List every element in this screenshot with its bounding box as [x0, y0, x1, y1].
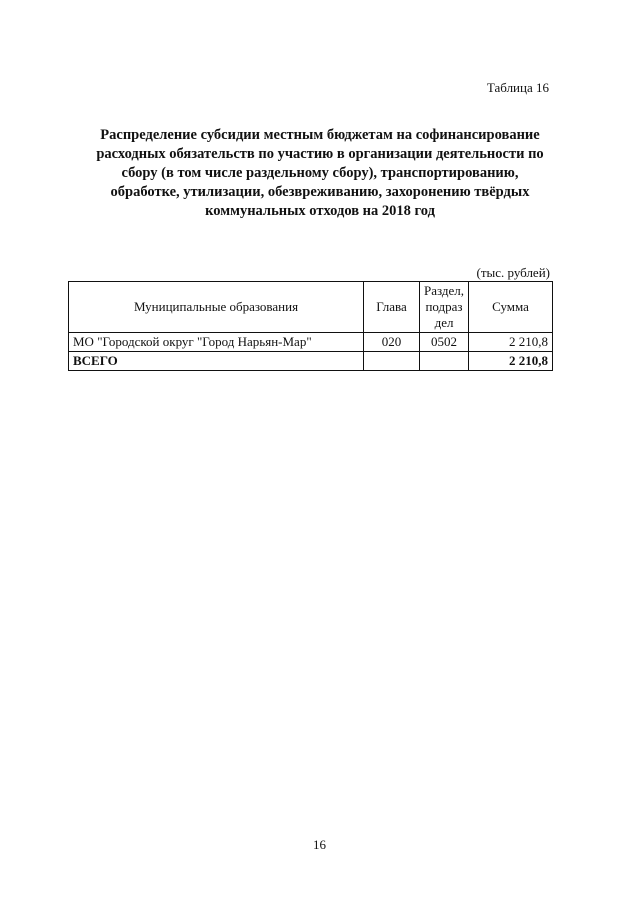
total-row	[69, 352, 553, 371]
page-number: 16	[313, 837, 326, 852]
cell-sum: 2 210,8	[469, 333, 553, 352]
total-section	[420, 352, 469, 371]
total-chapter	[364, 352, 420, 371]
subsidy-table	[68, 281, 553, 371]
table-number-label: Таблица 16	[486, 80, 549, 95]
total-label: ВСЕГО	[69, 352, 364, 371]
table-row	[69, 333, 553, 352]
document-title: Распределение субсидии местным бюджетам на софинансирование расходных обязательств по участию в организации деятельности по сбору (в том числе раздельному сбору), транспортированию, обработке, утилизации, обезвреживанию, захоронению твёрдых коммунальных отходов на 2018 год	[96, 127, 544, 219]
table-header-row	[69, 282, 553, 333]
cell-chapter: 020	[364, 333, 420, 352]
header-chapter: Глава	[364, 282, 420, 333]
units-label: (тыс. рублей)	[476, 265, 550, 280]
header-sum: Сумма	[469, 282, 553, 333]
header-section: Раздел, подраз дел	[420, 282, 469, 333]
total-sum: 2 210,8	[469, 352, 553, 371]
cell-municipality: МО "Городской округ "Город Нарьян-Мар"	[69, 333, 364, 352]
header-municipality: Муниципальные образования	[69, 282, 364, 333]
cell-section: 0502	[420, 333, 469, 352]
